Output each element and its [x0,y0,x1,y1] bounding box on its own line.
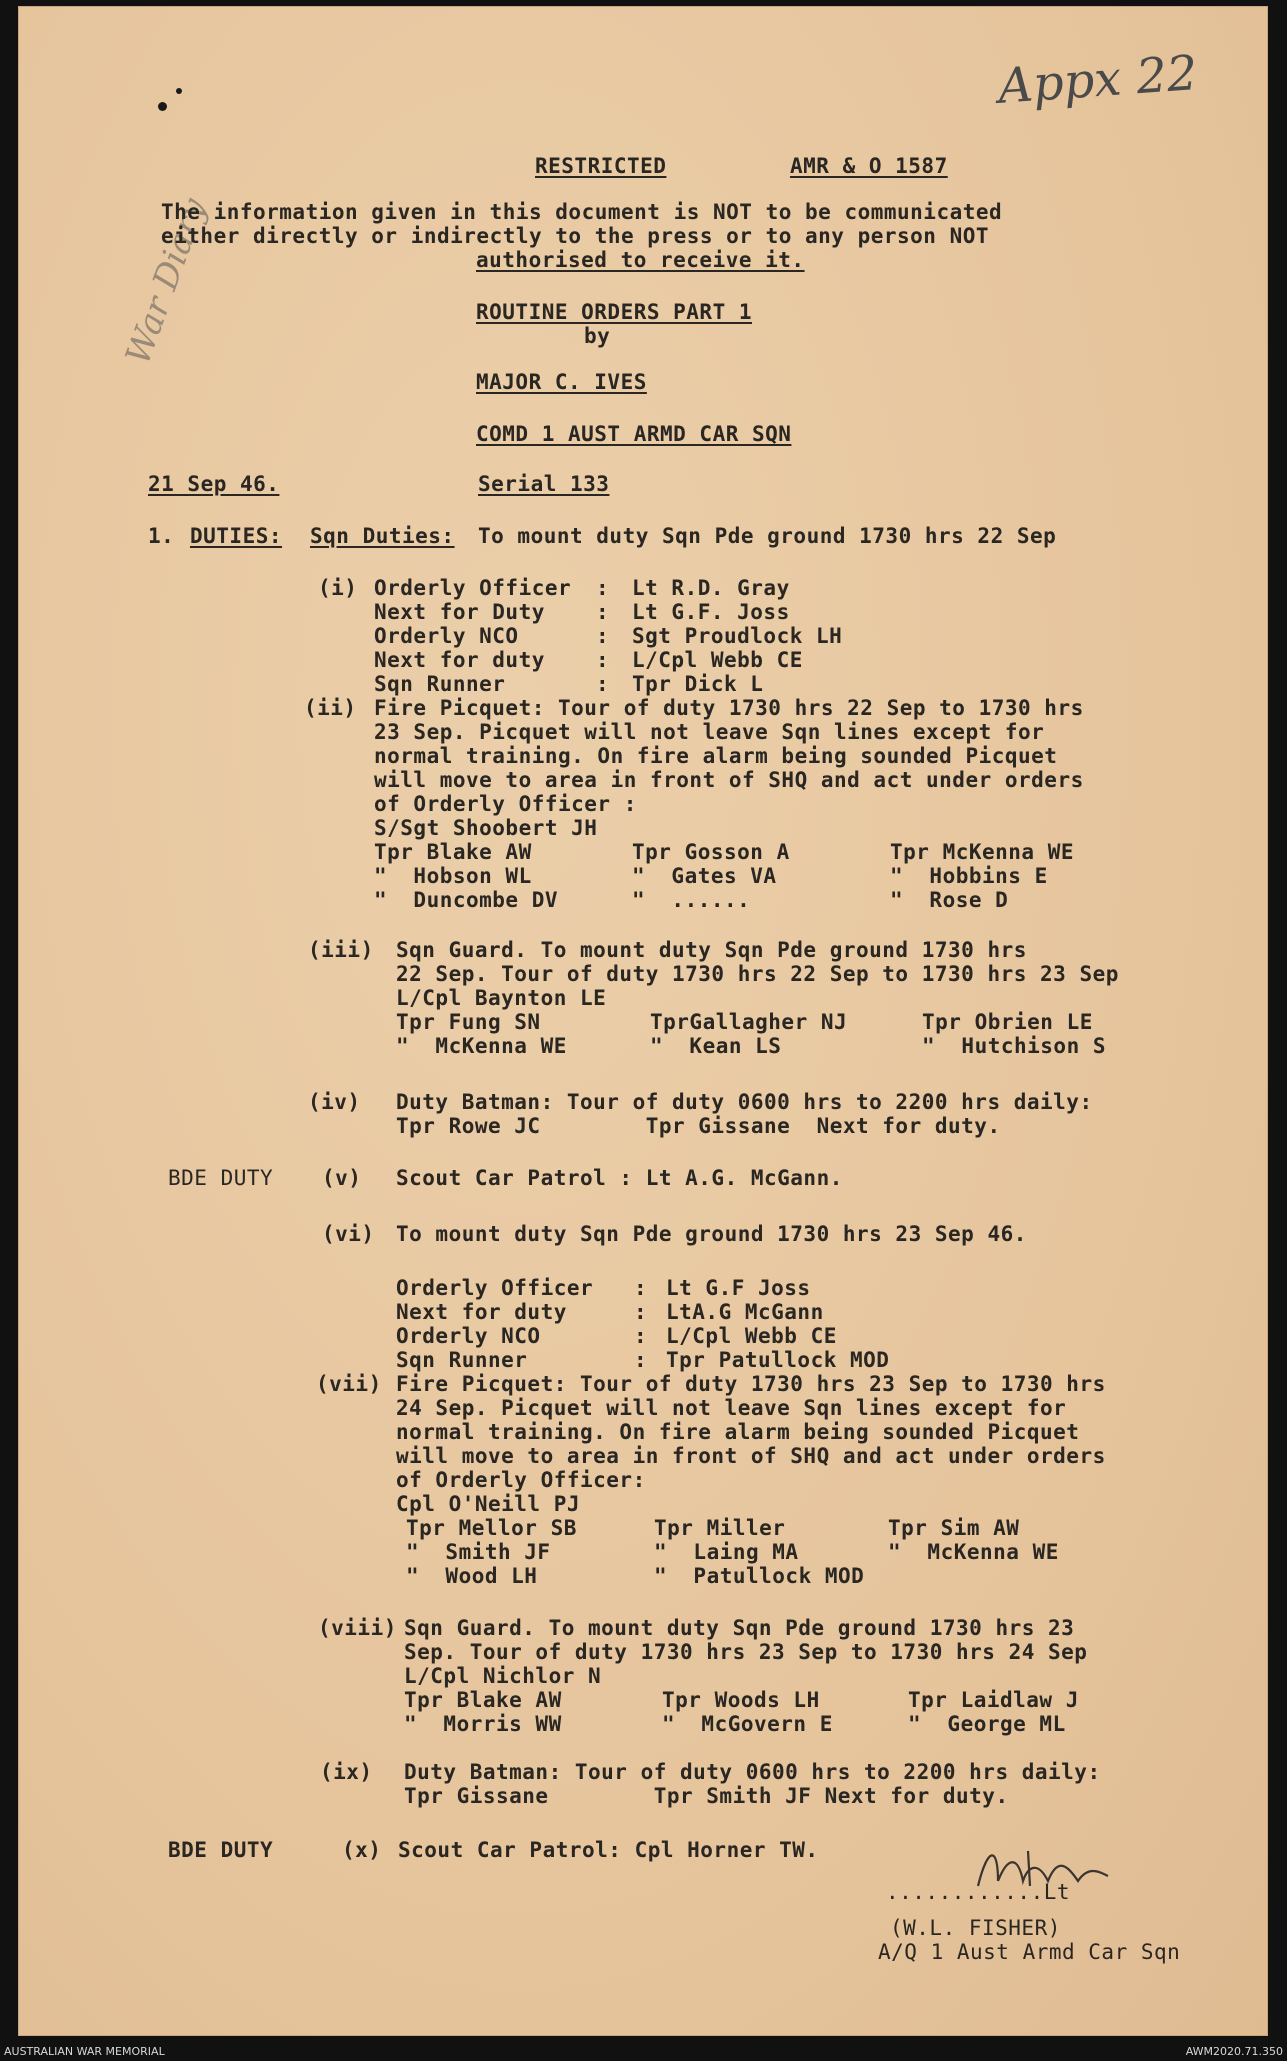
item-number: (x) [342,1838,382,1862]
notice-line: The information given in this document is NOT to be communicated [161,200,1003,224]
archive-footer [0,2041,1287,2061]
roster-entry: " Hutchison S [922,1034,1107,1058]
roster-entry: TprGallagher NJ [650,1010,848,1034]
duty-value: Lt G.F Joss [666,1276,811,1300]
order-line: Fire Picquet: Tour of duty 1730 hrs 23 Sep to 1730 hrs [396,1372,1106,1396]
notice-line: authorised to receive it. [476,248,805,272]
roster-entry: Tpr Fung SN [396,1010,541,1034]
picquet-nco: S/Sgt Shoobert JH [374,816,598,840]
reference: AMR & O 1587 [790,154,948,178]
duty-label: Orderly Officer [374,576,572,600]
duty-sep: : [634,1324,648,1348]
roster-entry: Tpr Miller [654,1516,786,1540]
margin-label: BDE DUTY [168,1838,274,1862]
roster-entry: " Gates VA [632,864,777,888]
item-number: (iii) [308,938,374,962]
order-line: will move to area in front of SHQ and act under orders [396,1444,1106,1468]
roster-entry: Tpr Laidlaw J [908,1688,1079,1712]
duty-label: Next for duty [396,1300,567,1324]
duty-label: Sqn Runner [374,672,506,696]
order-line: Sep. Tour of duty 1730 hrs 23 Sep to 1730 hrs 24 Sep [404,1640,1088,1664]
roster-entry: " Hobbins E [890,864,1048,888]
roster-entry: " McGovern E [662,1712,833,1736]
roster-entry: " George ML [908,1712,1066,1736]
guard-nco: L/Cpl Nichlor N [404,1664,602,1688]
margin-note: War Diary [118,193,215,370]
classification: RESTRICTED [535,154,667,178]
roster-entry: Tpr Gosson A [632,840,790,864]
roster-entry: " Morris WW [404,1712,562,1736]
signatory-title: A/Q 1 Aust Armd Car Sqn [878,1940,1181,1964]
order-line: Scout Car Patrol: Cpl Horner TW. [398,1838,819,1862]
serial-number: Serial 133 [478,472,610,496]
roster-entry: Tpr Woods LH [662,1688,820,1712]
duty-value: L/Cpl Webb CE [666,1324,837,1348]
roster-entry: " Duncombe DV [374,888,559,912]
margin-label: BDE DUTY [168,1166,274,1190]
order-line: To mount duty Sqn Pde ground 1730 hrs 23 Sep 46. [396,1222,1027,1246]
order-line: Tpr Rowe JC Tpr Gissane Next for duty. [396,1114,1001,1138]
order-line: Scout Car Patrol : Lt A.G. McGann. [396,1166,843,1190]
item-number: (iv) [308,1090,361,1114]
roster-entry: Tpr Sim AW [888,1516,1020,1540]
item-number: (v) [322,1166,362,1190]
binder-hole [158,102,167,111]
roster-entry: " Rose D [890,888,1009,912]
order-line: Tpr Gissane Tpr Smith JF Next for duty. [404,1784,1009,1808]
order-line: Sqn Guard. To mount duty Sqn Pde ground 1730 hrs [396,938,1027,962]
title-line: MAJOR C. IVES [476,370,647,394]
duty-sep: : [596,576,610,600]
order-line: of Orderly Officer: [396,1468,646,1492]
notice-line: either directly or indirectly to the press or to any person NOT [161,224,990,248]
order-line: 22 Sep. Tour of duty 1730 hrs 22 Sep to 1730 hrs 23 Sep [396,962,1119,986]
order-line: Duty Batman: Tour of duty 0600 hrs to 2200 hrs daily: [404,1760,1101,1784]
order-line: normal training. On fire alarm being sounded Picquet [374,744,1058,768]
duty-value: Sgt Proudlock LH [632,624,843,648]
duty-label: Next for duty [374,648,545,672]
section-heading: DUTIES: [190,524,283,548]
duty-label: Orderly Officer [396,1276,594,1300]
duty-sep: : [596,600,610,624]
duty-label: Orderly NCO [396,1324,541,1348]
annotation-appx: Appx 22 [996,45,1200,115]
order-line: 24 Sep. Picquet will not leave Sqn lines except for [396,1396,1067,1420]
roster-entry: " Smith JF [406,1540,551,1564]
duty-sep: : [634,1348,648,1372]
duty-value: Tpr Patullock MOD [666,1348,890,1372]
footer-left: AUSTRALIAN WAR MEMORIAL [4,2045,165,2058]
binder-hole [176,88,182,94]
item-number: (vi) [322,1222,375,1246]
roster-entry: Tpr Blake AW [404,1688,562,1712]
order-line: Sqn Guard. To mount duty Sqn Pde ground 1730 hrs 23 [404,1616,1075,1640]
duty-value: Lt G.F. Joss [632,600,790,624]
footer-right: AWM2020.71.350 [1185,2045,1283,2058]
duty-value: L/Cpl Webb CE [632,648,803,672]
roster-entry: " Laing MA [654,1540,799,1564]
order-date: 21 Sep 46. [148,472,280,496]
title-line: ROUTINE ORDERS PART 1 [476,300,753,324]
order-line: will move to area in front of SHQ and act under orders [374,768,1084,792]
order-line: of Orderly Officer : [374,792,637,816]
item-number: (vii) [316,1372,382,1396]
duty-sep: : [596,672,610,696]
signature-dots: ............Lt [886,1880,1071,1904]
duty-label: Next for Duty [374,600,545,624]
roster-entry: " McKenna WE [396,1034,567,1058]
title-line: COMD 1 AUST ARMD CAR SQN [476,422,792,446]
section-subheading: Sqn Duties: [310,524,455,548]
duty-label: Orderly NCO [374,624,519,648]
picquet-nco: Cpl O'Neill PJ [396,1492,581,1516]
item-number: (i) [318,576,358,600]
item-number: (ii) [304,696,357,720]
duty-value: LtA.G McGann [666,1300,824,1324]
item-number: (ix) [320,1760,373,1784]
guard-nco: L/Cpl Baynton LE [396,986,607,1010]
roster-entry: " McKenna WE [888,1540,1059,1564]
signatory-name: (W.L. FISHER) [890,1916,1061,1940]
roster-entry: " Hobson WL [374,864,532,888]
roster-entry: Tpr Mellor SB [406,1516,577,1540]
document-page [18,6,1268,2036]
duty-sep: : [634,1300,648,1324]
section-number: 1. [148,524,175,548]
duty-sep: : [596,648,610,672]
duty-value: Lt R.D. Gray [632,576,790,600]
order-line: Fire Picquet: Tour of duty 1730 hrs 22 Sep to 1730 hrs [374,696,1084,720]
item-number: (viii) [318,1616,397,1640]
duty-sep: : [596,624,610,648]
roster-entry: Tpr McKenna WE [890,840,1075,864]
title-line: by [584,324,611,348]
roster-entry: " Kean LS [650,1034,782,1058]
order-line: Duty Batman: Tour of duty 0600 hrs to 2200 hrs daily: [396,1090,1093,1114]
section-text: To mount duty Sqn Pde ground 1730 hrs 22 Sep [478,524,1057,548]
roster-entry: Tpr Obrien LE [922,1010,1093,1034]
roster-entry: Tpr Blake AW [374,840,532,864]
duty-label: Sqn Runner [396,1348,528,1372]
duty-value: Tpr Dick L [632,672,764,696]
roster-entry: " Patullock MOD [654,1564,865,1588]
order-line: normal training. On fire alarm being sounded Picquet [396,1420,1080,1444]
order-line: 23 Sep. Picquet will not leave Sqn lines except for [374,720,1045,744]
roster-entry: " Wood LH [406,1564,538,1588]
duty-sep: : [634,1276,648,1300]
roster-entry: " ...... [632,888,751,912]
